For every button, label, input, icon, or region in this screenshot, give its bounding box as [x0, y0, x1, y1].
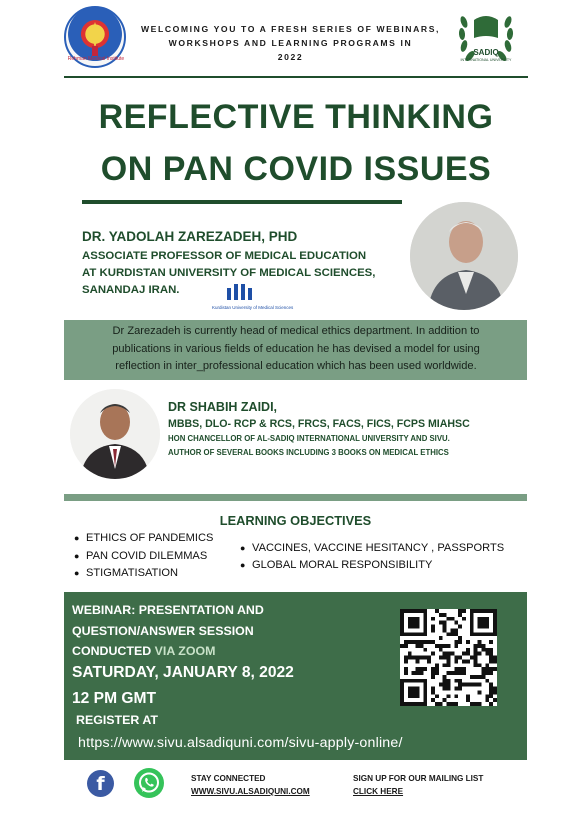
bullet-icon: ● [74, 533, 80, 543]
webinar-date: SATURDAY, JANUARY 8, 2022 [72, 664, 294, 681]
kurdistan-university-caption: Kurdistan University of Medical Sciences [212, 305, 294, 310]
header-banner [128, 22, 453, 64]
webinar-line-2: QUESTION/ANSWER SESSION [72, 624, 254, 638]
banner-line-3: 2022 [277, 52, 304, 62]
objective-item: ● VACCINES, VACCINE HESITANCY , PASSPORTS [240, 542, 505, 554]
speaker1-name: DR. YADOLAH ZAREZADEH, PHD [82, 229, 298, 244]
bullet-icon: ● [240, 560, 246, 570]
university-emblem-icon [221, 282, 257, 302]
learning-objectives-heading: LEARNING OBJECTIVES [219, 513, 372, 528]
speaker2-photo [70, 389, 160, 479]
objective-item: ● ETHICS OF PANDEMICS [74, 532, 214, 544]
speaker2-credentials: MBBS, DLO- RCP & RCS, FRCS, FACS, FICS, FCPS MIAHSC [168, 418, 470, 430]
sadiq-university-logo [456, 8, 516, 70]
speaker1-photo [410, 202, 518, 310]
sadiq-logo-sub: INTERNATIONAL UNIVERSITY [460, 58, 512, 62]
bullet-icon: ● [74, 568, 80, 578]
facebook-icon[interactable]: f [87, 770, 114, 797]
header-rule [64, 76, 528, 78]
mailing-list-label: SIGN UP FOR OUR MAILING LIST [353, 774, 484, 783]
webinar-line-1: WEBINAR: PRESENTATION AND [72, 603, 264, 617]
banner-line-1: WELCOMING YOU TO A FRESH SERIES OF WEBINARS, [140, 24, 441, 34]
objective-item: ● PAN COVID DILEMMAS [74, 550, 208, 562]
objective-item: ● STIGMATISATION [74, 567, 179, 579]
bio-line-1: Dr Zarezadeh is currently head of medical ethics department. In addition to [112, 325, 480, 337]
register-url-link[interactable]: https://www.sivu.alsadiquni.com/sivu-apply-online/ [78, 735, 403, 751]
bio-line-3: reflection in inter_professional education which has been used worldwide. [115, 360, 477, 373]
website-link[interactable]: WWW.SIVU.ALSADIQUNI.COM [191, 787, 310, 796]
speaker2-name: DR SHABIH ZAIDI, [168, 400, 278, 414]
speaker1-affiliation-line-3: SANANDAJ IRAN. [82, 284, 180, 296]
speaker1-portrait-icon [410, 202, 518, 310]
register-label: REGISTER AT [76, 713, 158, 727]
title-underline [82, 200, 402, 204]
banner-line-2: WORKSHOPS AND LEARNING PROGRAMS IN [168, 38, 413, 48]
bio-line-2: publications in various fields of education he has devised a model for using [112, 342, 480, 355]
speaker2-portrait-icon [70, 389, 160, 479]
objective-item: ● GLOBAL MORAL RESPONSIBILITY [240, 559, 433, 571]
webinar-line-3: CONDUCTED VIA ZOOM [72, 644, 216, 658]
speaker1-affiliation-line-1: ASSOCIATE PROFESSOR OF MEDICAL EDUCATION [82, 250, 367, 262]
speaker2-role-line-2: AUTHOR OF SEVERAL BOOKS INCLUDING 3 BOOKS ON MEDICAL ETHICS [168, 448, 449, 457]
title-line-1: REFLECTIVE THINKING [98, 98, 494, 136]
kurdistan-university-logo [221, 282, 257, 302]
whatsapp-phone-icon [134, 768, 164, 798]
sadiq-logo-label: SADIQ [473, 48, 499, 57]
speaker1-affiliation-line-2: AT KURDISTAN UNIVERSITY OF MEDICAL SCIENCES, [82, 267, 376, 279]
bullet-icon: ● [240, 543, 246, 553]
institute-logo-caption: Rehman Medical Institute [67, 56, 125, 62]
webinar-time: 12 PM GMT [72, 690, 157, 707]
speaker1-bio [72, 323, 520, 376]
whatsapp-icon[interactable] [134, 768, 164, 798]
bullet-icon: ● [74, 551, 80, 561]
speaker2-role-line-1: HON CHANCELLOR OF AL-SADIQ INTERNATIONAL UNIVERSITY AND SIVU. [168, 434, 450, 443]
section-divider [64, 494, 527, 501]
click-here-link[interactable]: CLICK HERE [353, 787, 404, 796]
registration-qr-code[interactable] [400, 609, 497, 706]
title-line-2: ON PAN COVID ISSUES [100, 150, 492, 188]
qr-code-icon [400, 609, 497, 706]
stay-connected-label: STAY CONNECTED [191, 774, 266, 783]
